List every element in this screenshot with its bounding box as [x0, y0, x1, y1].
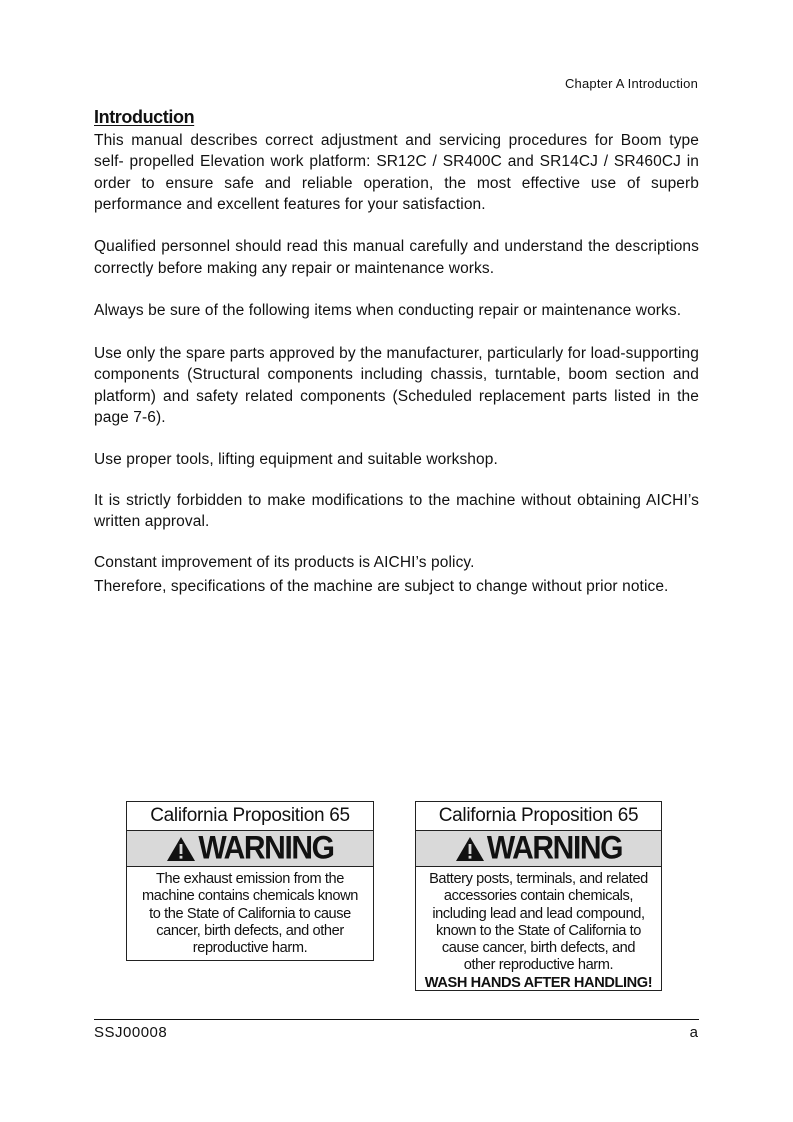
paragraph-tools: Use proper tools, lifting equipment and suitable workshop. [94, 451, 498, 469]
prop65-warning-exhaust [126, 801, 374, 961]
warning-triangle-icon [455, 836, 485, 862]
warning-signal-word: WARNING [486, 830, 623, 866]
warning-message [416, 867, 661, 992]
warning-line: cause cancer, birth defects, and [441, 940, 636, 957]
warning-line: accessories contain chemicals, [443, 888, 634, 905]
footer-doc-id: SSJ00008 [94, 1024, 168, 1041]
warning-heading: California Proposition 65 [416, 802, 661, 831]
warning-line: machine contains chemicals known [142, 888, 358, 905]
warning-line: other reproductive harm. [463, 957, 614, 974]
paragraph-specifications: Therefore, specifications of the machine are subject to change without prior notice. [94, 578, 669, 596]
paragraph-personnel: Qualified personnel should read this manual carefully and understand the descriptions correctly before making any repair or maintenance works. [94, 238, 699, 277]
paragraph-modifications: It is strictly forbidden to make modifications to the machine without obtaining AICHI’s written approval. [94, 491, 699, 531]
warning-signal-band [416, 831, 661, 867]
warning-line: Battery posts, terminals, and related [429, 871, 648, 887]
warning-signal-word: WARNING [198, 830, 334, 866]
warning-line: including lead and lead compound, [432, 905, 645, 922]
paragraph-spare-parts: Use only the spare parts approved by the manufacturer, particularly for load-supporting components (Structural components including chassis, turntable, boom section and platform) and safety related components (Scheduled replacement parts listed in the page 7-6). [94, 344, 699, 426]
warning-line: cancer, birth defects, and other [156, 922, 344, 939]
warning-emphasis: WASH HANDS AFTER HANDLING! [424, 974, 653, 991]
page-title: Introduction [94, 107, 195, 127]
warning-heading: California Proposition 65 [127, 802, 373, 831]
chapter-header: Chapter A Introduction [564, 76, 698, 91]
body-text [94, 130, 699, 599]
warning-triangle-icon [166, 836, 196, 862]
prop65-warning-battery [415, 801, 662, 991]
warning-line: known to the State of California to [435, 922, 642, 939]
footer-rule [94, 1019, 699, 1020]
paragraph-always: Always be sure of the following items when conducting repair or maintenance works. [94, 302, 682, 320]
footer-page-number: a [689, 1024, 698, 1041]
paragraph-improvement: Constant improvement of its products is AICHI’s policy. [94, 554, 475, 572]
warning-line: The exhaust emission from the [156, 871, 344, 887]
warning-line: reproductive harm. [192, 940, 308, 957]
paragraph-scope: This manual describes correct adjustment and servicing procedures for Boom type self- propelled Elevation work platform: SR12C / SR400C and SR14CJ / SR460CJ in order to ensure safe and reliable operation, the most effective use of superb performance and excellent features for your satisfaction. [94, 132, 699, 213]
warning-line: to the State of California to cause [149, 905, 351, 922]
warning-signal-band [127, 831, 373, 867]
warning-message [127, 867, 373, 957]
